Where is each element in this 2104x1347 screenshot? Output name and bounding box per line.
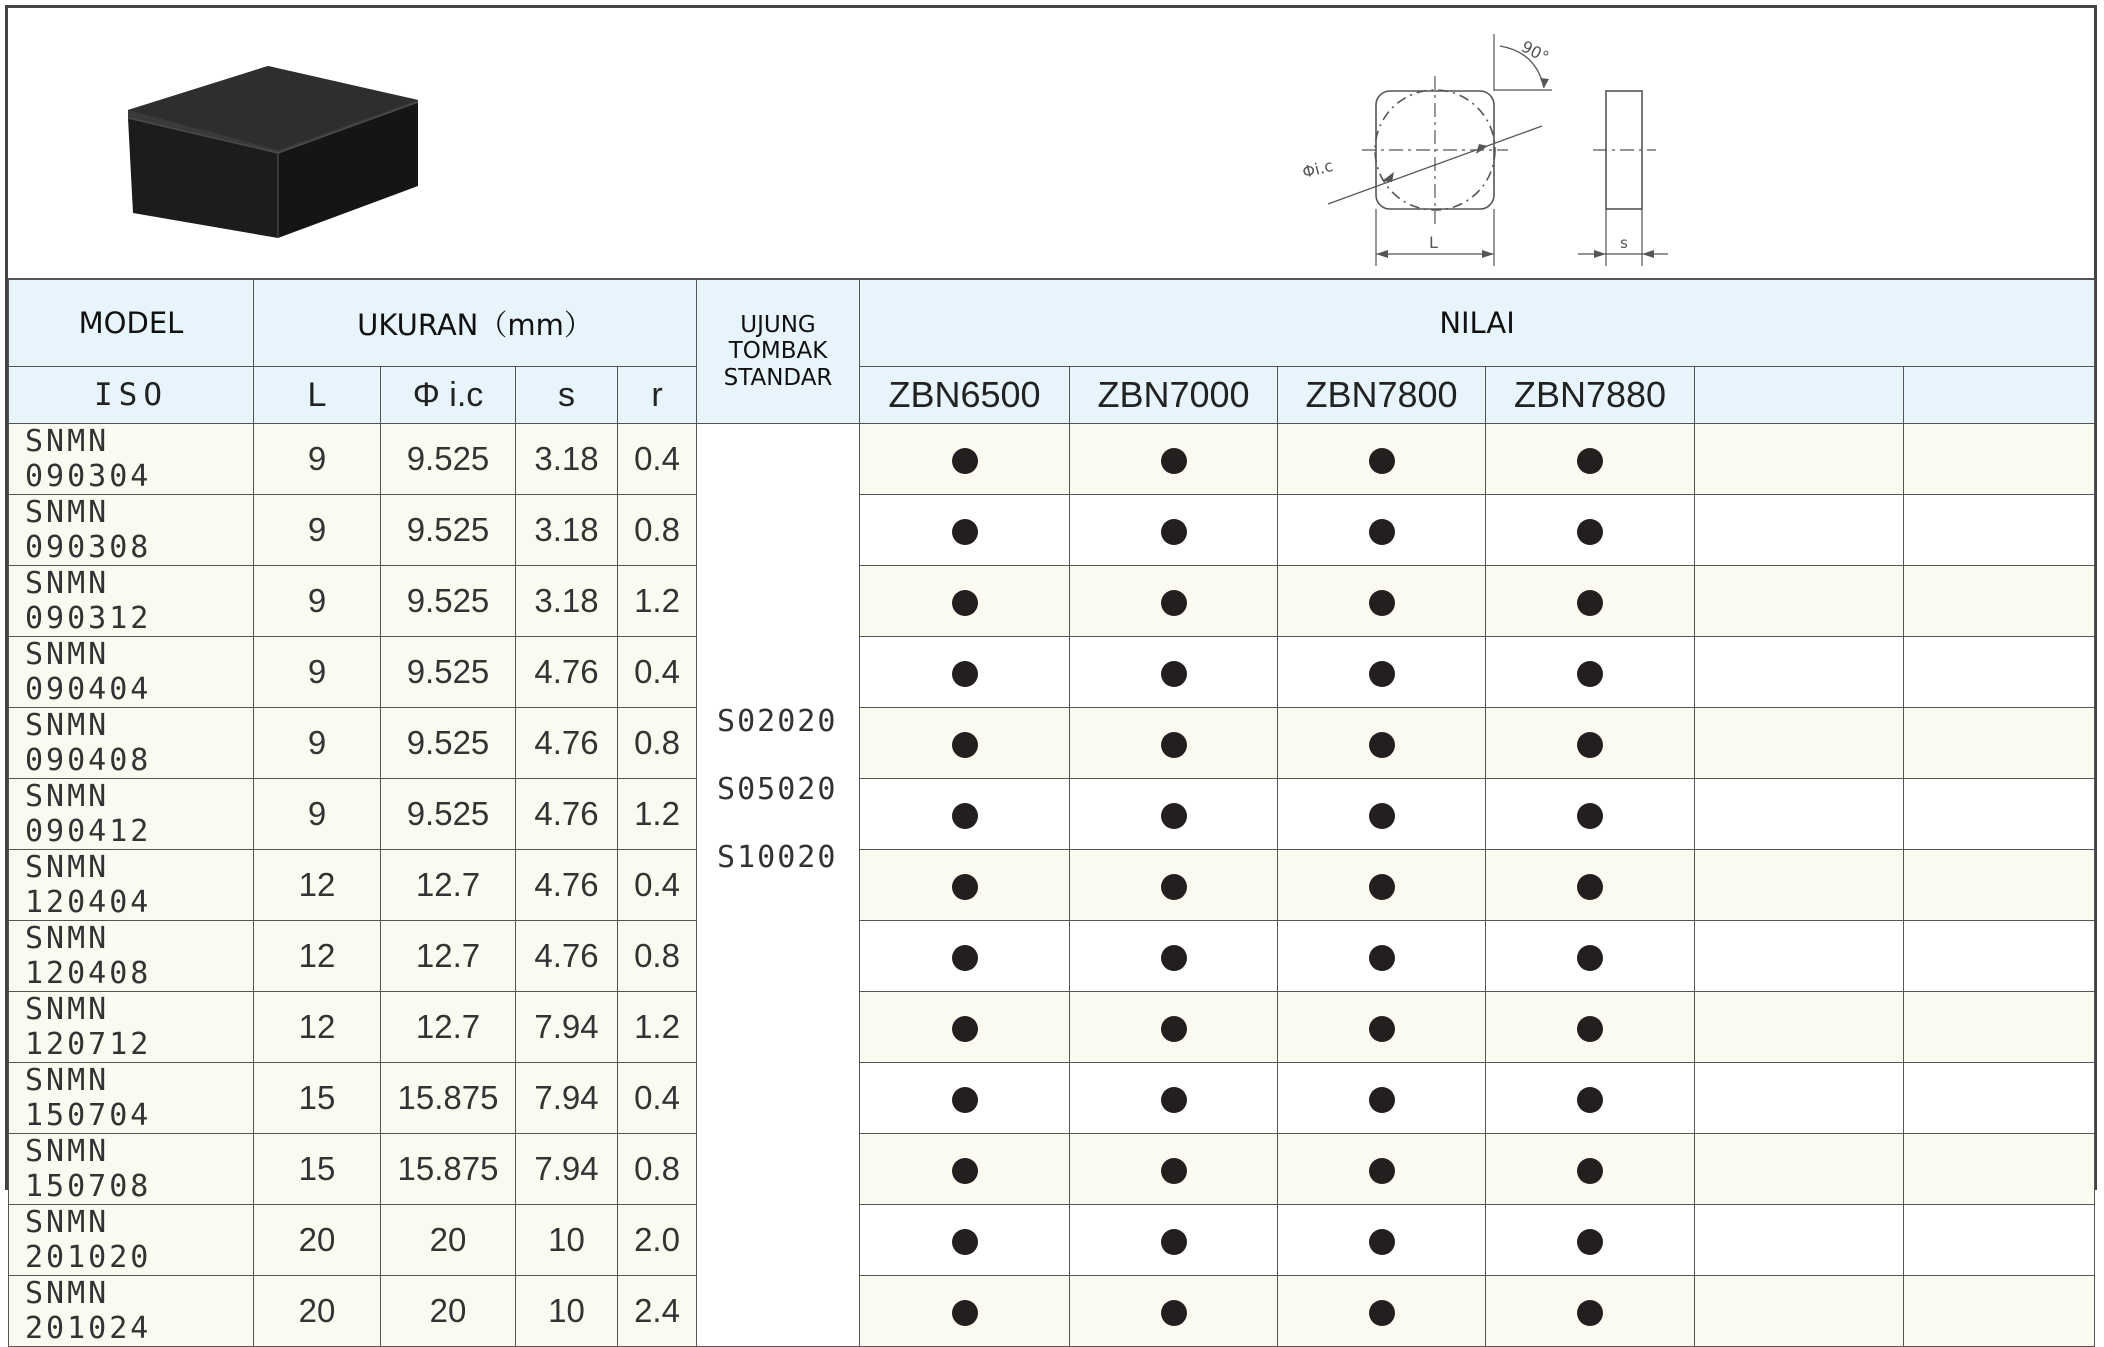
grade-availability-cell — [1070, 637, 1278, 708]
available-dot-icon — [1577, 945, 1603, 971]
available-dot-icon — [1577, 1158, 1603, 1184]
available-dot-icon — [1161, 1229, 1187, 1255]
available-dot-icon — [1577, 732, 1603, 758]
available-dot-icon — [952, 1158, 978, 1184]
grade-availability-cell — [1278, 1063, 1486, 1134]
grade-availability-cell — [1695, 992, 1904, 1063]
size-ic-cell: 15.875 — [381, 1134, 516, 1205]
grade-availability-cell — [1486, 1276, 1695, 1347]
available-dot-icon — [952, 519, 978, 545]
size-ic-cell: 9.525 — [381, 708, 516, 779]
size-s-cell: 10 — [516, 1205, 618, 1276]
grade-availability-cell — [860, 1205, 1070, 1276]
grade-availability-cell — [1486, 1134, 1695, 1205]
grade-header: ZBN7800 — [1278, 367, 1486, 424]
grade-availability-cell — [860, 850, 1070, 921]
grade-availability-cell — [1278, 1276, 1486, 1347]
size-ic-cell: 12.7 — [381, 850, 516, 921]
size-ic-cell: 9.525 — [381, 637, 516, 708]
size-s-cell: 4.76 — [516, 921, 618, 992]
size-r-cell: 0.4 — [618, 850, 697, 921]
nilai-header: NILAI — [860, 280, 2095, 367]
grade-availability-cell — [1904, 708, 2095, 779]
available-dot-icon — [1577, 1300, 1603, 1326]
grade-availability-cell — [1070, 850, 1278, 921]
size-s-cell: 3.18 — [516, 566, 618, 637]
grade-availability-cell — [1904, 921, 2095, 992]
size-r-cell: 2.0 — [618, 1205, 697, 1276]
grade-header — [1695, 367, 1904, 424]
available-dot-icon — [1369, 1300, 1395, 1326]
grade-availability-cell — [1278, 921, 1486, 992]
available-dot-icon — [1161, 874, 1187, 900]
col-ic-header: Φ i.c — [381, 367, 516, 424]
cbn-insert-photo — [118, 58, 428, 248]
grade-availability-cell — [860, 708, 1070, 779]
grade-availability-cell — [1695, 921, 1904, 992]
size-r-cell: 0.8 — [618, 495, 697, 566]
grade-availability-cell — [1904, 566, 2095, 637]
table-row — [9, 1063, 2095, 1134]
grade-availability-cell — [860, 424, 1070, 495]
size-r-cell: 0.8 — [618, 708, 697, 779]
table-row — [9, 992, 2095, 1063]
grade-availability-cell — [1278, 779, 1486, 850]
size-s-cell: 7.94 — [516, 1063, 618, 1134]
grade-availability-cell — [1070, 1134, 1278, 1205]
available-dot-icon — [1369, 732, 1395, 758]
grade-availability-cell — [860, 1063, 1070, 1134]
available-dot-icon — [952, 874, 978, 900]
size-ic-cell: 12.7 — [381, 921, 516, 992]
size-L-cell: 12 — [254, 850, 381, 921]
available-dot-icon — [1369, 1158, 1395, 1184]
ujung-line-3: STANDAR — [723, 364, 833, 391]
ic-label: Φi.c — [1300, 155, 1335, 182]
s-label: s — [1620, 234, 1628, 252]
size-ic-cell: 9.525 — [381, 566, 516, 637]
grade-availability-cell — [1278, 1205, 1486, 1276]
grade-header — [1904, 367, 2095, 424]
size-r-cell: 0.8 — [618, 921, 697, 992]
grade-availability-cell — [1070, 779, 1278, 850]
grade-availability-cell — [1695, 1276, 1904, 1347]
table-body — [9, 424, 2095, 1347]
col-L-header: L — [254, 367, 381, 424]
size-r-cell: 0.4 — [618, 424, 697, 495]
model-cell: SNMN 120712 — [9, 992, 254, 1063]
model-cell: SNMN 201024 — [9, 1276, 254, 1347]
grade-availability-cell — [1695, 708, 1904, 779]
standard-edge-item: S02020 — [717, 704, 838, 739]
grade-availability-cell — [860, 992, 1070, 1063]
model-cell: SNMN 090404 — [9, 637, 254, 708]
standard-edge-header — [697, 280, 860, 424]
grade-availability-cell — [1486, 637, 1695, 708]
grade-availability-cell — [1695, 1205, 1904, 1276]
size-ic-cell: 15.875 — [381, 1063, 516, 1134]
grade-availability-cell — [1070, 992, 1278, 1063]
available-dot-icon — [952, 1229, 978, 1255]
model-cell: SNMN 150704 — [9, 1063, 254, 1134]
grade-availability-cell — [1278, 992, 1486, 1063]
size-r-cell: 1.2 — [618, 779, 697, 850]
size-L-cell: 9 — [254, 637, 381, 708]
grade-availability-cell — [1486, 495, 1695, 566]
size-L-cell: 12 — [254, 921, 381, 992]
grade-availability-cell — [1486, 566, 1695, 637]
size-L-cell: 20 — [254, 1205, 381, 1276]
available-dot-icon — [1369, 590, 1395, 616]
available-dot-icon — [1161, 732, 1187, 758]
grade-availability-cell — [1695, 1063, 1904, 1134]
available-dot-icon — [952, 1087, 978, 1113]
table-row — [9, 708, 2095, 779]
size-s-cell: 10 — [516, 1276, 618, 1347]
model-cell: SNMN 090412 — [9, 779, 254, 850]
grade-availability-cell — [1695, 495, 1904, 566]
available-dot-icon — [1369, 945, 1395, 971]
available-dot-icon — [952, 448, 978, 474]
table-row — [9, 921, 2095, 992]
table-row — [9, 424, 2095, 495]
size-ic-cell: 9.525 — [381, 495, 516, 566]
size-L-cell: 9 — [254, 779, 381, 850]
available-dot-icon — [1161, 945, 1187, 971]
available-dot-icon — [1369, 1087, 1395, 1113]
col-s-header: s — [516, 367, 618, 424]
available-dot-icon — [1369, 874, 1395, 900]
available-dot-icon — [1577, 661, 1603, 687]
grade-availability-cell — [1695, 779, 1904, 850]
grade-availability-cell — [1278, 495, 1486, 566]
available-dot-icon — [952, 1300, 978, 1326]
size-s-cell: 4.76 — [516, 850, 618, 921]
grade-availability-cell — [1486, 779, 1695, 850]
ujung-line-2: TOMBAK — [728, 338, 828, 365]
size-r-cell: 1.2 — [618, 566, 697, 637]
size-L-cell: 9 — [254, 566, 381, 637]
available-dot-icon — [952, 661, 978, 687]
available-dot-icon — [1577, 1229, 1603, 1255]
grade-availability-cell — [1486, 1205, 1695, 1276]
grade-availability-cell — [1904, 850, 2095, 921]
grade-availability-cell — [1070, 566, 1278, 637]
grade-availability-cell — [1070, 1276, 1278, 1347]
ujung-line-1: UJUNG — [740, 311, 816, 338]
available-dot-icon — [1369, 1229, 1395, 1255]
spec-table — [8, 279, 2095, 1347]
grade-header: ZBN7000 — [1070, 367, 1278, 424]
size-s-cell: 4.76 — [516, 779, 618, 850]
size-L-cell: 9 — [254, 495, 381, 566]
table-row — [9, 1276, 2095, 1347]
grade-availability-cell — [1904, 1063, 2095, 1134]
grade-availability-cell — [1278, 1134, 1486, 1205]
standard-edge-item: S10020 — [717, 840, 838, 875]
size-L-cell: 9 — [254, 708, 381, 779]
available-dot-icon — [1577, 874, 1603, 900]
grade-availability-cell — [1070, 921, 1278, 992]
grade-availability-cell — [1278, 708, 1486, 779]
size-s-cell: 7.94 — [516, 992, 618, 1063]
size-r-cell: 0.4 — [618, 637, 697, 708]
grade-availability-cell — [1904, 779, 2095, 850]
size-L-cell: 12 — [254, 992, 381, 1063]
grade-availability-cell — [1904, 637, 2095, 708]
size-r-cell: 2.4 — [618, 1276, 697, 1347]
available-dot-icon — [1369, 1016, 1395, 1042]
iso-header: ISO — [9, 367, 254, 424]
table-row — [9, 566, 2095, 637]
size-r-cell: 0.8 — [618, 1134, 697, 1205]
grade-availability-cell — [1486, 850, 1695, 921]
size-s-cell: 4.76 — [516, 637, 618, 708]
available-dot-icon — [952, 732, 978, 758]
table-row — [9, 779, 2095, 850]
grade-availability-cell — [860, 1276, 1070, 1347]
size-L-cell: 20 — [254, 1276, 381, 1347]
model-cell: SNMN 120404 — [9, 850, 254, 921]
standard-edge-cell — [697, 424, 860, 1347]
available-dot-icon — [1577, 519, 1603, 545]
grade-availability-cell — [1486, 992, 1695, 1063]
available-dot-icon — [1577, 1087, 1603, 1113]
grade-availability-cell — [1695, 566, 1904, 637]
size-s-cell: 3.18 — [516, 495, 618, 566]
grade-availability-cell — [1904, 992, 2095, 1063]
grade-availability-cell — [1486, 708, 1695, 779]
standard-edge-item: S05020 — [717, 772, 838, 807]
available-dot-icon — [1161, 519, 1187, 545]
insert-dimension-diagram — [1288, 26, 1708, 276]
available-dot-icon — [1369, 448, 1395, 474]
model-header: MODEL — [9, 280, 254, 367]
size-s-cell: 7.94 — [516, 1134, 618, 1205]
grade-availability-cell — [1278, 850, 1486, 921]
size-ic-cell: 9.525 — [381, 779, 516, 850]
L-label: L — [1429, 233, 1438, 252]
model-cell: SNMN 201020 — [9, 1205, 254, 1276]
grade-availability-cell — [1070, 1205, 1278, 1276]
available-dot-icon — [1577, 590, 1603, 616]
grade-availability-cell — [1695, 637, 1904, 708]
grade-availability-cell — [1695, 1134, 1904, 1205]
grade-availability-cell — [1070, 1063, 1278, 1134]
grade-availability-cell — [1904, 424, 2095, 495]
table-row — [9, 637, 2095, 708]
available-dot-icon — [1369, 519, 1395, 545]
grade-availability-cell — [1486, 1063, 1695, 1134]
available-dot-icon — [1161, 1087, 1187, 1113]
grade-availability-cell — [1904, 1205, 2095, 1276]
available-dot-icon — [1369, 661, 1395, 687]
model-cell: SNMN 150708 — [9, 1134, 254, 1205]
size-s-cell: 4.76 — [516, 708, 618, 779]
model-cell: SNMN 090408 — [9, 708, 254, 779]
grade-availability-cell — [1278, 424, 1486, 495]
model-cell: SNMN 090308 — [9, 495, 254, 566]
available-dot-icon — [1161, 661, 1187, 687]
grade-availability-cell — [1695, 850, 1904, 921]
grade-availability-cell — [860, 566, 1070, 637]
available-dot-icon — [952, 590, 978, 616]
available-dot-icon — [1161, 1300, 1187, 1326]
illustration-area — [8, 8, 2094, 280]
model-cell: SNMN 120408 — [9, 921, 254, 992]
angle-label: 90° — [1518, 36, 1553, 67]
size-s-cell: 3.18 — [516, 424, 618, 495]
available-dot-icon — [952, 945, 978, 971]
grade-availability-cell — [860, 1134, 1070, 1205]
grade-availability-cell — [1278, 566, 1486, 637]
grade-availability-cell — [1070, 708, 1278, 779]
grade-availability-cell — [1278, 637, 1486, 708]
size-ic-cell: 20 — [381, 1276, 516, 1347]
table-row — [9, 1134, 2095, 1205]
model-cell: SNMN 090312 — [9, 566, 254, 637]
available-dot-icon — [1161, 448, 1187, 474]
col-r-header: r — [618, 367, 697, 424]
available-dot-icon — [1369, 803, 1395, 829]
available-dot-icon — [1161, 1158, 1187, 1184]
grade-availability-cell — [1070, 495, 1278, 566]
size-ic-cell: 20 — [381, 1205, 516, 1276]
grade-availability-cell — [1486, 424, 1695, 495]
grade-availability-cell — [860, 921, 1070, 992]
size-r-cell: 0.4 — [618, 1063, 697, 1134]
grade-header: ZBN7880 — [1486, 367, 1695, 424]
grade-availability-cell — [1904, 1134, 2095, 1205]
available-dot-icon — [1577, 448, 1603, 474]
available-dot-icon — [1161, 803, 1187, 829]
size-L-cell: 9 — [254, 424, 381, 495]
table-row — [9, 495, 2095, 566]
available-dot-icon — [952, 1016, 978, 1042]
available-dot-icon — [952, 803, 978, 829]
grade-availability-cell — [860, 495, 1070, 566]
spec-sheet — [5, 5, 2097, 1346]
size-L-cell: 15 — [254, 1134, 381, 1205]
size-ic-cell: 12.7 — [381, 992, 516, 1063]
table-row — [9, 850, 2095, 921]
available-dot-icon — [1577, 803, 1603, 829]
grade-availability-cell — [1904, 495, 2095, 566]
table-row — [9, 1205, 2095, 1276]
size-r-cell: 1.2 — [618, 992, 697, 1063]
size-ic-cell: 9.525 — [381, 424, 516, 495]
grade-header: ZBN6500 — [860, 367, 1070, 424]
grade-availability-cell — [1904, 1276, 2095, 1347]
grade-availability-cell — [860, 637, 1070, 708]
model-cell: SNMN 090304 — [9, 424, 254, 495]
grade-availability-cell — [1486, 921, 1695, 992]
grade-availability-cell — [860, 779, 1070, 850]
ukuran-header: UKURAN（mm） — [254, 280, 697, 367]
size-L-cell: 15 — [254, 1063, 381, 1134]
grade-availability-cell — [1695, 424, 1904, 495]
grade-availability-cell — [1070, 424, 1278, 495]
available-dot-icon — [1577, 1016, 1603, 1042]
available-dot-icon — [1161, 590, 1187, 616]
available-dot-icon — [1161, 1016, 1187, 1042]
